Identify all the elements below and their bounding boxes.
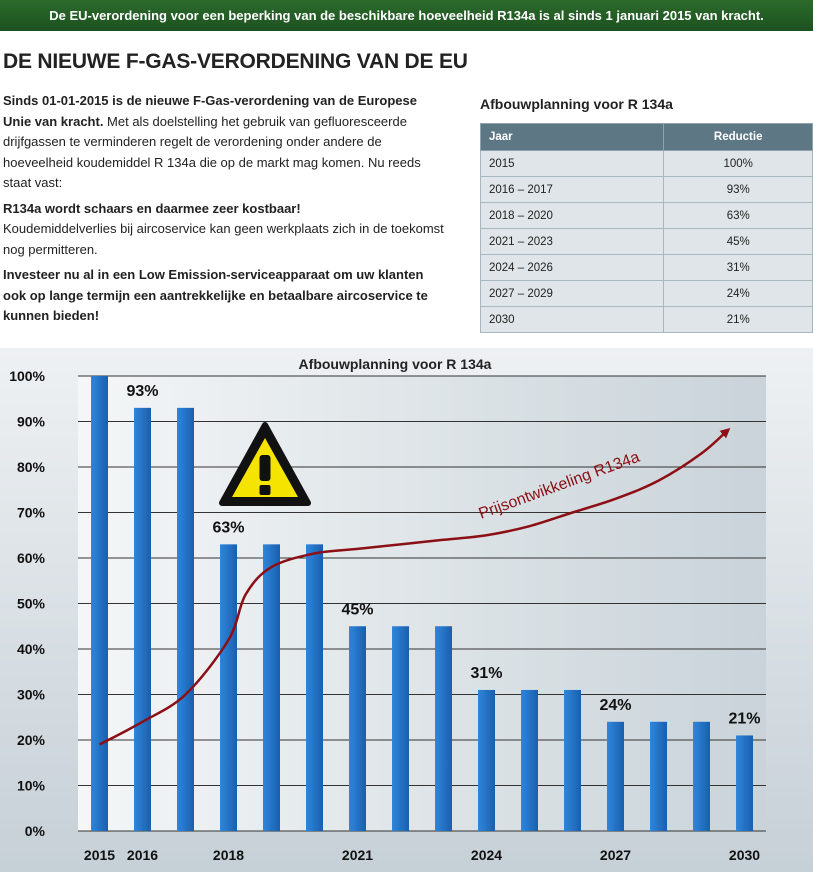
table-header-row: [481, 124, 813, 151]
bar-2015: [91, 376, 108, 831]
x-tick-label: 2015: [83, 847, 116, 863]
table-row: [481, 307, 813, 333]
table-row: [481, 203, 813, 229]
page-title: DE NIEUWE F-GAS-VERORDENING VAN DE EU: [3, 50, 468, 73]
bar-2024: [478, 690, 495, 831]
cell-reduction: 21%: [664, 307, 813, 333]
bar-2021: [349, 626, 366, 831]
intro-p2-rest: Koudemiddelverlies bij aircoservice kan geen werkplaats zich in de toekomst nog permitteren.: [3, 221, 444, 257]
intro-paragraph-1: [3, 91, 448, 194]
y-tick-label: 60%: [16, 550, 45, 566]
table-row: [481, 177, 813, 203]
bar-2029: [693, 722, 710, 831]
intro-p1-bold: Sinds 01-01-2015 is de nieuwe F-Gas-verordening van de Europese Unie van kracht.: [3, 93, 417, 129]
data-label: 45%: [341, 601, 374, 619]
cell-reduction: 100%: [664, 151, 813, 177]
column-header-reductie: Reductie: [664, 124, 813, 151]
bar-2018: [220, 544, 237, 831]
y-tick-label: 40%: [16, 641, 45, 657]
table-row: [481, 281, 813, 307]
x-tick-label: 2027: [599, 847, 632, 863]
bar-2017: [177, 408, 194, 831]
cell-year: 2027 – 2029: [481, 281, 664, 307]
intro-paragraph-3: [3, 265, 448, 327]
y-tick-label: 10%: [16, 777, 45, 794]
bar-2023: [435, 626, 452, 831]
cell-year: 2016 – 2017: [481, 177, 664, 203]
price-trend-label: Prijsontwikkeling R134a: [476, 448, 642, 523]
intro-p3-bold: Investeer nu al in een Low Emission-serviceapparaat om uw klanten ook op lange termijn een aantrekkelijke en betaalbare aircoservice te kunnen bieden!: [3, 267, 428, 323]
cell-reduction: 93%: [664, 177, 813, 203]
cell-year: 2018 – 2020: [481, 203, 664, 229]
y-tick-label: 80%: [16, 459, 45, 475]
intro-text: [3, 91, 448, 332]
x-tick-label: 2021: [341, 847, 374, 863]
table-row: [481, 255, 813, 281]
table-row: [481, 229, 813, 255]
cell-reduction: 45%: [664, 229, 813, 255]
y-tick-label: 90%: [16, 413, 45, 430]
y-tick-label: 50%: [16, 595, 45, 612]
intro-paragraph-2: [3, 199, 448, 261]
bar-2022: [392, 626, 409, 831]
cell-year: 2015: [481, 151, 664, 177]
bar-2019: [263, 544, 280, 831]
cell-reduction: 24%: [664, 281, 813, 307]
data-label: 24%: [599, 696, 632, 714]
bar-2028: [650, 722, 667, 831]
x-tick-label: 2018: [212, 847, 245, 863]
cell-reduction: 31%: [664, 255, 813, 281]
bar-2030: [736, 735, 753, 831]
cell-year: 2021 – 2023: [481, 229, 664, 255]
y-tick-label: 0%: [24, 823, 45, 839]
x-tick-label: 2016: [126, 847, 159, 863]
data-label: 31%: [470, 664, 503, 682]
column-header-jaar: Jaar: [481, 124, 664, 151]
bar-2016: [134, 408, 151, 831]
intro-p2-bold: R134a wordt schaars en daarmee zeer kostbaar!: [3, 200, 301, 216]
bar-2027: [607, 722, 624, 831]
x-tick-label: 2030: [728, 847, 761, 863]
bar-2020: [306, 544, 323, 831]
reduction-table: [480, 123, 813, 333]
chart-title: Afbouwplanning voor R 134a: [298, 356, 492, 372]
bar-2025: [521, 690, 538, 831]
data-label: 93%: [126, 382, 159, 400]
data-label: 63%: [212, 519, 245, 537]
y-tick-label: 20%: [16, 732, 45, 748]
data-label: 21%: [728, 710, 761, 728]
y-tick-label: 70%: [16, 504, 45, 521]
reduction-chart: [0, 348, 813, 872]
table-row: [481, 151, 813, 177]
cell-year: 2030: [481, 307, 664, 333]
x-tick-label: 2024: [470, 847, 503, 863]
top-banner: De EU-verordening voor een beperking van de beschikbare hoeveelheid R134a is al sinds 1 januari 2015 van kracht.: [0, 0, 813, 31]
intro-p1-rest: Met als doelstelling het gebruik van gefluoresceerde drijfgassen te verminderen regelt de verordening onder andere de hoeveelheid koudemiddel R 134a die op de markt mag komen. Nu reeds staat vast:: [3, 113, 421, 190]
table-title: Afbouwplanning voor R 134a: [480, 96, 673, 112]
bar-2026: [564, 690, 581, 831]
cell-reduction: 63%: [664, 203, 813, 229]
chart-svg: [0, 348, 813, 872]
y-tick-label: 30%: [16, 686, 45, 703]
cell-year: 2024 – 2026: [481, 255, 664, 281]
y-tick-label: 100%: [9, 368, 45, 384]
